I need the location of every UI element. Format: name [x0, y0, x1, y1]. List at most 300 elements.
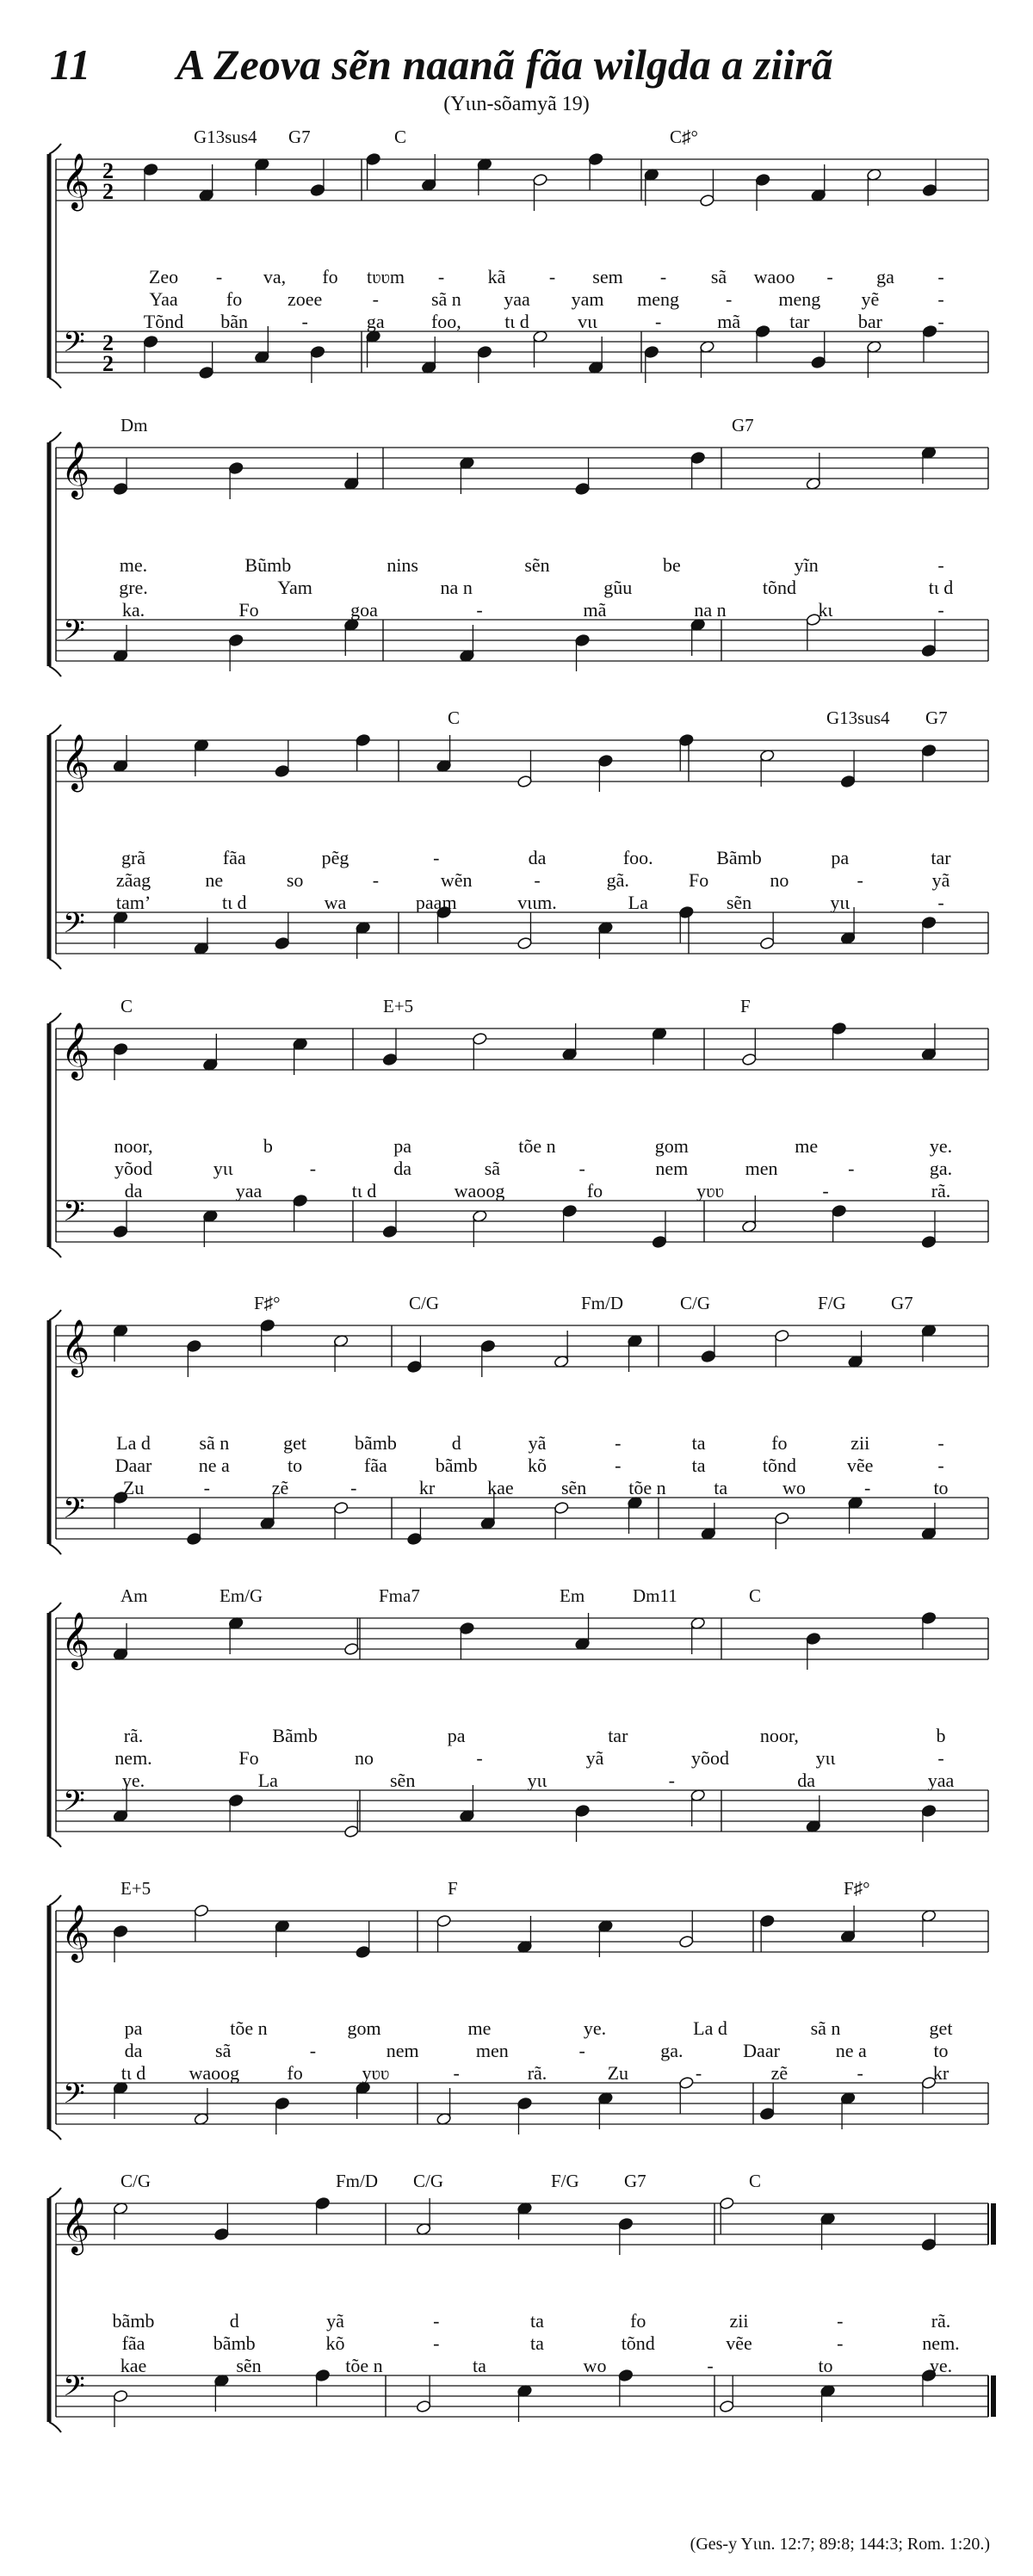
treble-note — [719, 2196, 734, 2209]
lyric-verse-2-syllable: fo — [226, 288, 243, 310]
treble-note — [678, 733, 694, 746]
lyric-verse-3-syllable: - — [476, 599, 483, 621]
hymn-number: 11 — [50, 40, 91, 89]
chord-symbol: G7 — [891, 1293, 913, 1313]
chord-symbol: Dm11 — [633, 1585, 677, 1606]
lyric-verse-2-syllable: tɩ d — [928, 577, 954, 598]
bass-note — [832, 1204, 847, 1217]
bass-note — [575, 633, 591, 646]
bracket-hook-bottom — [49, 2129, 61, 2140]
lyric-verse-3-syllable: - — [654, 311, 662, 332]
treble-note — [575, 482, 591, 495]
treble-note — [690, 451, 706, 464]
treble-note — [533, 173, 548, 186]
treble-note — [310, 183, 325, 196]
lyric-verse-3-syllable: ye. — [121, 1770, 145, 1791]
lyric-verse-3-syllable: foo, — [430, 311, 461, 332]
lyric-verse-3-syllable: - — [937, 599, 944, 621]
lyric-verse-2-syllable: - — [937, 288, 944, 310]
lyric-verse-2-syllable: yõod — [114, 1158, 152, 1179]
lyric-verse-3-syllable: - — [695, 2062, 702, 2084]
lyric-verse-2-syllable: to — [933, 2040, 949, 2061]
bracket-hook-top — [49, 1310, 61, 1320]
lyric-verse-1-syllable: Bãmb — [716, 847, 762, 868]
treble-note — [260, 1319, 275, 1331]
lyric-verse-1-syllable: tõe n — [518, 1135, 556, 1157]
bass-note — [811, 355, 826, 368]
lyric-verse-3-syllable: tam’ — [115, 892, 152, 913]
treble-note — [678, 1935, 694, 1948]
bass-note — [618, 2369, 634, 2381]
bracket-hook-top — [49, 144, 61, 154]
lyric-verse-3-syllable: yʋʋ — [362, 2062, 390, 2084]
lyric-verse-2-syllable: men — [475, 2040, 509, 2061]
lyric-verse-2-syllable: yɩɩ — [213, 1158, 233, 1179]
lyric-verse-3-syllable: da — [124, 1180, 143, 1202]
treble-note — [186, 1339, 201, 1352]
treble-clef-icon: 𝄞 — [61, 1319, 90, 1375]
treble-note — [228, 461, 244, 474]
lyric-verse-3-syllable: tɩ d — [121, 2062, 146, 2084]
score-system — [0, 994, 1033, 1287]
lyric-verse-3-syllable: mã — [717, 311, 741, 332]
bracket-hook-top — [49, 432, 61, 442]
lyric-verse-3-syllable: Fo — [238, 599, 259, 621]
lyric-verse-2-syllable: vẽe — [846, 1455, 874, 1476]
lyric-verse-2-syllable: ga. — [660, 2040, 684, 2061]
lyric-verse-3-syllable: fo — [586, 1180, 603, 1202]
lyric-verse-1-syllable: b — [263, 1135, 273, 1157]
lyric-verse-1-syllable: bãmb — [354, 1432, 397, 1454]
bracket-hook-bottom — [49, 1247, 61, 1257]
lyric-verse-2-syllable: zãag — [115, 869, 152, 891]
treble-clef-icon: 𝄞 — [61, 1612, 90, 1668]
treble-note — [315, 2196, 331, 2209]
chord-symbol: G7 — [624, 2171, 646, 2191]
bass-clef-icon: 𝄢 — [63, 907, 85, 947]
chord-symbol: G13sus4 — [826, 707, 890, 728]
lyric-verse-1-syllable: gom — [654, 1135, 689, 1157]
lyric-verse-3-syllable: vɩɩ — [578, 311, 597, 332]
chord-symbol: G7 — [288, 127, 311, 147]
lyric-verse-1-syllable: tʋʋm — [367, 266, 405, 287]
chord-symbol: F♯° — [844, 1878, 870, 1899]
chord-symbol: F — [448, 1878, 458, 1899]
treble-clef-icon: 𝄞 — [61, 734, 90, 790]
bass-note — [921, 644, 937, 657]
bracket-hook-top — [49, 1603, 61, 1613]
lyric-verse-1-syllable: rã. — [123, 1725, 144, 1746]
treble-note — [588, 152, 603, 165]
score-system — [0, 413, 1033, 706]
chord-symbol: E+5 — [383, 996, 414, 1016]
lyric-verse-1-syllable: pẽg — [321, 847, 349, 868]
lyric-verse-1-syllable: - — [215, 266, 223, 287]
lyric-verse-2-syllable: - — [837, 2332, 844, 2354]
lyric-verse-2-syllable: bãmb — [213, 2332, 256, 2354]
lyric-verse-1-syllable: zii — [729, 2310, 749, 2332]
lyric-verse-1-syllable: bãmb — [112, 2310, 155, 2332]
lyric-verse-1-syllable: da — [528, 847, 547, 868]
bracket-hook-top — [49, 725, 61, 735]
hymn-subtitle: (Yɩɩn-sõamyã 19) — [443, 93, 590, 115]
bass-clef-icon: 𝄢 — [63, 615, 85, 654]
bass-clef-icon: 𝄢 — [63, 1785, 85, 1825]
chord-symbol: C — [749, 2171, 762, 2191]
lyric-verse-2-syllable: gã. — [606, 869, 629, 891]
lyric-verse-1-syllable: - — [615, 1432, 622, 1454]
treble-note — [113, 482, 128, 495]
lyric-verse-2-syllable: vẽe — [726, 2332, 752, 2354]
lyric-verse-1-syllable: d — [229, 2310, 239, 2332]
lyric-verse-2-syllable: na n — [440, 577, 473, 598]
bass-note — [644, 345, 659, 358]
treble-clef-icon: 𝄞 — [61, 2197, 90, 2253]
lyric-verse-2-syllable: no — [770, 869, 789, 891]
bass-note — [199, 366, 214, 379]
lyric-verse-1-syllable: - — [937, 554, 944, 576]
treble-note — [517, 775, 533, 788]
lyric-verse-2-syllable: - — [372, 869, 380, 891]
lyric-verse-3-syllable: tɩ d — [221, 892, 247, 913]
lyric-verse-3-syllable: yaa — [927, 1770, 955, 1791]
lyric-verse-3-syllable: rã. — [931, 1180, 951, 1202]
chord-symbol: Am — [121, 1585, 148, 1606]
bass-note — [922, 324, 937, 337]
chord-symbol: G7 — [925, 707, 948, 728]
lyric-verse-1-syllable: gom — [347, 2017, 381, 2039]
lyric-verse-3-syllable: ta — [473, 2355, 486, 2376]
bass-note — [333, 1501, 349, 1514]
lyric-verse-1-syllable: kã — [487, 266, 506, 287]
chord-symbol: Fma7 — [379, 1585, 420, 1606]
lyric-verse-3-syllable: Zu — [607, 2062, 629, 2084]
bass-note — [921, 1235, 937, 1248]
lyric-verse-2-syllable: wẽn — [440, 869, 473, 891]
staff-system-graphic — [0, 413, 1033, 706]
lyric-verse-3-syllable: - — [301, 311, 308, 332]
lyric-verse-3-syllable: La — [628, 892, 648, 913]
treble-note — [213, 2227, 229, 2240]
treble-note — [343, 1642, 359, 1655]
treble-note — [143, 163, 158, 176]
lyric-verse-2-syllable: - — [848, 1158, 855, 1179]
lyric-verse-1-syllable: get — [929, 2017, 953, 2039]
lyric-verse-1-syllable: La d — [116, 1432, 151, 1454]
lyric-verse-3-syllable: - — [453, 2062, 460, 2084]
lyric-verse-1-syllable: pa — [831, 847, 850, 868]
lyric-verse-2-syllable: ta — [530, 2332, 544, 2354]
lyric-verse-1-syllable: sẽn — [524, 554, 550, 576]
lyric-verse-2-syllable: ne a — [198, 1455, 230, 1476]
bracket-hook-top — [49, 2188, 61, 2198]
lyric-verse-1-syllable: ga — [876, 266, 894, 287]
staff-system-graphic — [0, 1584, 1033, 1876]
time-signature-denominator: 2 — [102, 179, 114, 204]
lyric-verse-2-syllable: - — [578, 1158, 585, 1179]
lyric-verse-1-syllable: tõe n — [230, 2017, 268, 2039]
bass-note — [416, 2400, 431, 2412]
lyric-verse-2-syllable: ne a — [835, 2040, 867, 2061]
lyric-verse-2-syllable: - — [433, 2332, 440, 2354]
lyric-verse-3-syllable: tõe n — [345, 2355, 383, 2376]
chord-symbol: Dm — [121, 415, 148, 436]
lyric-verse-2-syllable: yã — [931, 869, 950, 891]
lyric-verse-3-syllable: tõe n — [628, 1477, 666, 1498]
bracket-hook-top — [49, 1013, 61, 1023]
lyric-verse-2-syllable: tõnd — [762, 1455, 796, 1476]
chord-symbol: C — [448, 707, 461, 728]
lyric-verse-3-syllable: wo — [583, 2355, 607, 2376]
treble-note — [113, 1924, 128, 1937]
lyric-verse-3-syllable: La — [257, 1770, 278, 1791]
lyric-verse-2-syllable: - — [534, 869, 541, 891]
lyric-verse-1-syllable: pa — [447, 1725, 466, 1746]
lyric-verse-2-syllable: da — [393, 1158, 412, 1179]
lyric-verse-2-syllable: zoee — [288, 288, 323, 310]
chord-symbol: Em — [560, 1585, 585, 1606]
lyric-verse-1-syllable: get — [283, 1432, 307, 1454]
bass-note — [477, 345, 492, 358]
lyric-verse-2-syllable: yɩɩ — [815, 1747, 836, 1769]
lyric-verse-1-syllable: sem — [592, 266, 623, 287]
lyric-verse-3-syllable: fo — [287, 2062, 303, 2084]
lyric-verse-1-syllable: rã. — [931, 2310, 951, 2332]
score-system — [0, 1876, 1033, 2169]
bass-note — [774, 1511, 789, 1524]
lyric-verse-2-syllable: bãmb — [435, 1455, 478, 1476]
lyric-verse-3-syllable: - — [857, 2062, 863, 2084]
lyric-verse-1-syllable: tar — [931, 847, 951, 868]
lyric-verse-3-syllable: to — [933, 1477, 949, 1498]
time-signature-numerator: 2 — [102, 158, 114, 183]
lyric-verse-3-syllable: goa — [350, 599, 378, 621]
lyric-verse-2-syllable: sã n — [430, 288, 461, 310]
bracket-hook-bottom — [49, 959, 61, 969]
lyric-verse-3-syllable: mã — [583, 599, 607, 621]
score-system — [0, 706, 1033, 998]
bass-note — [315, 2369, 331, 2381]
lyric-verse-1-syllable: noor, — [114, 1135, 153, 1157]
lyric-verse-3-syllable: - — [864, 1477, 871, 1498]
lyric-verse-3-syllable: yɩɩ — [527, 1770, 547, 1791]
staff-system-graphic — [0, 994, 1033, 1287]
lyric-verse-3-syllable: - — [668, 1770, 675, 1791]
lyric-verse-1-syllable: Zeo — [148, 266, 179, 287]
chord-symbol: F♯° — [254, 1293, 281, 1313]
lyric-verse-2-syllable: tõnd — [621, 2332, 655, 2354]
lyric-verse-3-syllable: kae — [487, 1477, 514, 1498]
lyric-verse-2-syllable: kõ — [325, 2332, 345, 2354]
lyric-verse-1-syllable: sã n — [199, 1432, 230, 1454]
treble-note — [356, 733, 371, 746]
lyric-verse-1-syllable: - — [433, 2310, 440, 2332]
bass-note — [228, 1794, 244, 1807]
lyric-verse-1-syllable: sã — [710, 266, 727, 287]
treble-note — [774, 1329, 789, 1342]
chord-symbol: G7 — [732, 415, 754, 436]
lyric-verse-3-syllable: tar — [789, 311, 810, 332]
lyric-verse-2-syllable: Fo — [238, 1747, 259, 1769]
lyric-verse-1-syllable: tar — [608, 1725, 628, 1746]
lyric-verse-1-syllable: fo — [630, 2310, 646, 2332]
lyric-verse-3-syllable: tɩ d — [504, 311, 529, 332]
bracket-hook-bottom — [49, 2422, 61, 2432]
treble-clef-icon: 𝄞 — [61, 1905, 90, 1961]
score-system — [0, 1291, 1033, 1584]
bass-note — [554, 1501, 569, 1514]
treble-note — [840, 775, 856, 788]
treble-note — [407, 1360, 423, 1373]
bass-note — [678, 905, 694, 918]
lyric-verse-3-syllable: kr — [932, 2062, 949, 2084]
lyric-verse-3-syllable: bãn — [220, 311, 248, 332]
chord-symbol: F/G — [551, 2171, 579, 2191]
lyric-verse-1-syllable: yã — [326, 2310, 344, 2332]
treble-note — [382, 1053, 398, 1066]
treble-note — [755, 173, 770, 186]
chord-symbol: C/G — [413, 2171, 444, 2191]
lyric-verse-1-syllable: - — [433, 847, 440, 868]
lyric-verse-3-syllable: zẽ — [770, 2062, 789, 2084]
lyric-verse-1-syllable: Bũmb — [244, 554, 292, 576]
chord-symbol: F/G — [818, 1293, 846, 1313]
bass-note — [407, 1532, 423, 1545]
bass-clef-icon: 𝄢 — [63, 1492, 85, 1532]
lyric-verse-2-syllable: men — [745, 1158, 778, 1179]
chord-symbol: C — [121, 996, 133, 1016]
bass-clef-icon: 𝄢 — [63, 1195, 85, 1235]
lyric-verse-2-syllable: - — [937, 1747, 944, 1769]
lyric-verse-1-syllable: sã n — [810, 2017, 841, 2039]
bass-note — [575, 1804, 591, 1817]
bass-note — [343, 1825, 359, 1838]
lyric-verse-1-syllable: yã — [528, 1432, 547, 1454]
bass-note — [719, 2400, 734, 2412]
lyric-verse-1-syllable: - — [659, 266, 667, 287]
lyric-verse-2-syllable: yã — [585, 1747, 604, 1769]
lyric-verse-2-syllable: - — [615, 1455, 622, 1476]
bass-note — [113, 1225, 128, 1238]
chord-symbol: Em/G — [220, 1585, 263, 1606]
bass-note — [562, 1204, 578, 1217]
treble-clef-icon: 𝄞 — [61, 442, 90, 497]
staff-system-graphic — [0, 2169, 1033, 2462]
lyric-verse-1-syllable: - — [837, 2310, 844, 2332]
bracket-hook-bottom — [49, 666, 61, 676]
bass-note — [113, 2389, 128, 2402]
scripture-reference: (Ges-y Yɩɩn. 12:7; 89:8; 144:3; Rom. 1:20.) — [690, 2535, 990, 2554]
lyric-verse-1-syllable: - — [548, 266, 556, 287]
chord-symbol: Fm/D — [336, 2171, 379, 2191]
lyric-verse-3-syllable: vɩɩm. — [517, 892, 557, 913]
lyric-verse-2-syllable: Fo — [688, 869, 709, 891]
lyric-verse-2-syllable: yam — [571, 288, 604, 310]
lyric-verse-2-syllable: da — [124, 2040, 143, 2061]
lyric-verse-1-syllable: grã — [121, 847, 146, 868]
bass-note — [310, 345, 325, 358]
lyric-verse-2-syllable: Yaa — [149, 288, 178, 310]
bass-note — [755, 324, 770, 337]
lyric-verse-1-syllable: yĩn — [794, 554, 819, 576]
bass-note — [921, 916, 937, 929]
lyric-verse-2-syllable: - — [309, 1158, 317, 1179]
chord-symbol: Fm/D — [581, 1293, 624, 1313]
lyric-verse-3-syllable: - — [937, 311, 944, 332]
lyric-verse-1-syllable: me. — [119, 554, 148, 576]
bracket-hook-bottom — [49, 378, 61, 388]
treble-note — [921, 2238, 937, 2251]
lyric-verse-2-syllable: ne — [205, 869, 224, 891]
lyric-verse-3-syllable: rã. — [527, 2062, 547, 2084]
lyric-verse-3-syllable: Zu — [122, 1477, 145, 1498]
lyric-verse-2-syllable: nem. — [114, 1747, 152, 1769]
treble-note — [922, 183, 937, 196]
lyric-verse-1-syllable: zii — [851, 1432, 870, 1454]
bass-note — [228, 633, 244, 646]
treble-note — [194, 1904, 209, 1917]
treble-clef-icon: 𝄞 — [61, 153, 90, 209]
lyric-verse-1-syllable: - — [437, 266, 445, 287]
lyric-verse-3-syllable: zẽ — [271, 1477, 289, 1498]
lyric-verse-3-syllable: bar — [857, 311, 882, 332]
lyric-verse-3-syllable: kɩ — [818, 599, 833, 621]
staff-system-graphic — [0, 1291, 1033, 1584]
lyric-verse-3-syllable: ka. — [121, 599, 145, 621]
lyric-verse-3-syllable: ta — [714, 1477, 728, 1498]
lyric-verse-2-syllable: - — [309, 2040, 317, 2061]
lyric-verse-3-syllable: Tõnd — [143, 311, 184, 332]
lyric-verse-2-syllable: meng — [778, 288, 821, 310]
lyric-verse-2-syllable: tõnd — [762, 577, 796, 598]
lyric-verse-1-syllable: fo — [771, 1432, 788, 1454]
score-system — [0, 1584, 1033, 1876]
lyric-verse-3-syllable: - — [937, 892, 944, 913]
lyric-verse-2-syllable: nem — [655, 1158, 689, 1179]
bass-note — [517, 2097, 533, 2110]
treble-note — [113, 1042, 128, 1055]
lyric-verse-2-syllable: Yam — [277, 577, 312, 598]
lyric-verse-3-syllable: wa — [324, 892, 347, 913]
lyric-verse-2-syllable: yẽ — [861, 288, 880, 310]
bass-note — [186, 1532, 201, 1545]
treble-note — [700, 194, 715, 207]
lyric-verse-3-syllable: waoog — [189, 2062, 240, 2084]
treble-note — [472, 1032, 487, 1045]
lyric-verse-2-syllable: yaa — [504, 288, 530, 310]
lyric-verse-1-syllable: Bãmb — [272, 1725, 318, 1746]
lyric-verse-1-syllable: foo. — [622, 847, 653, 868]
lyric-verse-1-syllable: be — [662, 554, 681, 576]
lyric-verse-3-syllable: - — [822, 1180, 829, 1202]
lyric-verse-1-syllable: ta — [691, 1432, 706, 1454]
lyric-verse-1-syllable: me — [467, 2017, 492, 2039]
lyric-verse-2-syllable: so — [286, 869, 304, 891]
lyric-verse-3-syllable: sẽn — [389, 1770, 416, 1791]
chord-symbol: C/G — [680, 1293, 711, 1313]
lyric-verse-2-syllable: meng — [637, 288, 680, 310]
lyric-verse-2-syllable: sã — [484, 1158, 501, 1179]
treble-note — [701, 1350, 716, 1362]
time-signature-numerator: 2 — [102, 330, 114, 355]
bass-note — [275, 936, 290, 949]
bass-note — [652, 1235, 667, 1248]
lyric-verse-3-syllable: ye. — [929, 2355, 953, 2376]
chord-symbol: C♯° — [670, 127, 698, 147]
treble-note — [618, 2217, 634, 2230]
lyric-verse-1-syllable: La d — [693, 2017, 727, 2039]
treble-note — [480, 1339, 496, 1352]
